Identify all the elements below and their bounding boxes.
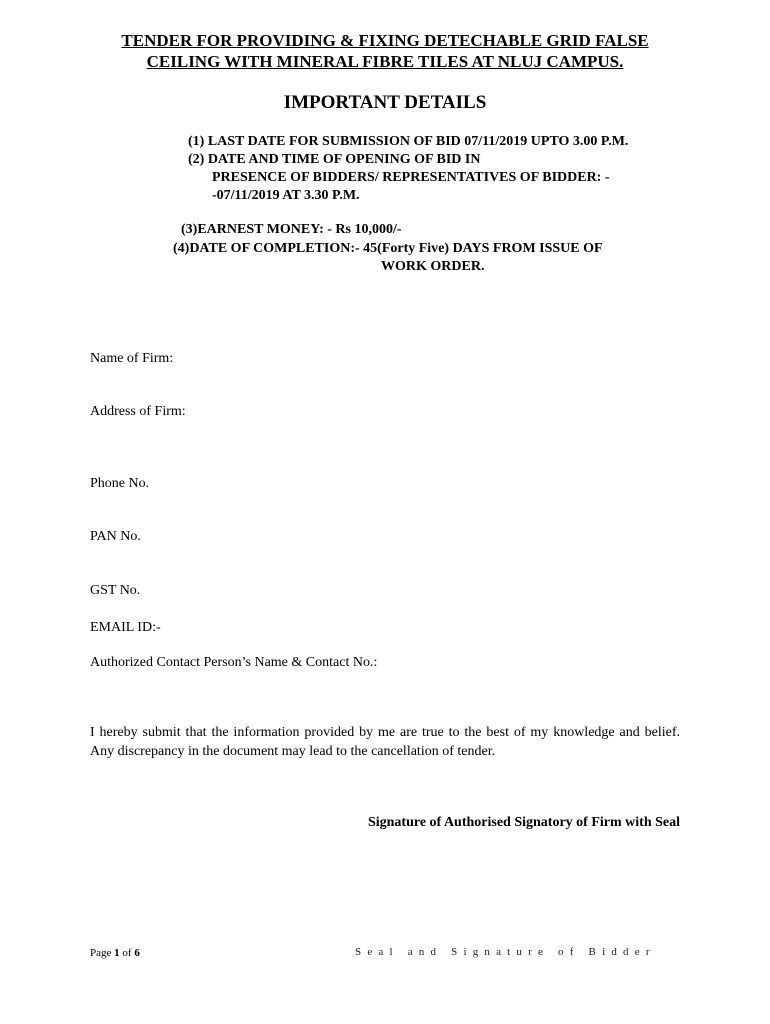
important-details-heading: IMPORTANT DETAILS	[283, 92, 487, 113]
detail-earnest-money: (3)EARNEST MONEY: - Rs 10,000/-	[181, 222, 402, 237]
document-title-line-1: TENDER FOR PROVIDING & FIXING DETECHABLE GRID FALSE	[121, 31, 649, 50]
document-title-line-2: CEILING WITH MINERAL FIBRE TILES AT NLUJ CAMPUS.	[146, 52, 624, 71]
declaration-text: I hereby submit that the information provided by me are true to the best of my knowledge and belief. Any discrepancy in the document may lead to the cancellation of tender.	[90, 725, 680, 759]
detail-completion-line-1: (4)DATE OF COMPLETION:- 45(Forty Five) DAYS FROM ISSUE OF	[173, 241, 603, 256]
page-total: 6	[134, 947, 140, 959]
detail-opening-line-1: (2) DATE AND TIME OF OPENING OF BID IN	[188, 152, 481, 167]
footer-seal-text: Seal and Signature of Bidder	[355, 946, 656, 958]
field-label-firm-address: Address of Firm:	[90, 404, 186, 419]
page-of: of	[122, 947, 132, 959]
field-label-pan: PAN No.	[90, 529, 141, 544]
field-label-gst: GST No.	[90, 583, 141, 598]
detail-opening-line-2: PRESENCE OF BIDDERS/ REPRESENTATIVES OF BIDDER: -	[212, 170, 610, 185]
field-label-firm-name: Name of Firm:	[90, 351, 174, 366]
page-current: 1	[114, 947, 120, 959]
field-label-email: EMAIL ID:-	[90, 620, 161, 635]
detail-opening-line-3: -07/11/2019 AT 3.30 P.M.	[212, 188, 360, 203]
page-number	[90, 947, 140, 959]
field-label-phone: Phone No.	[90, 476, 150, 491]
signature-label: Signature of Authorised Signatory of Firm with Seal	[367, 815, 680, 830]
detail-completion-line-2: WORK ORDER.	[381, 259, 485, 274]
field-label-contact-person: Authorized Contact Person’s Name & Contact No.:	[90, 655, 378, 670]
detail-last-date: (1) LAST DATE FOR SUBMISSION OF BID 07/11/2019 UPTO 3.00 P.M.	[188, 134, 629, 149]
page-prefix: Page	[90, 947, 112, 959]
